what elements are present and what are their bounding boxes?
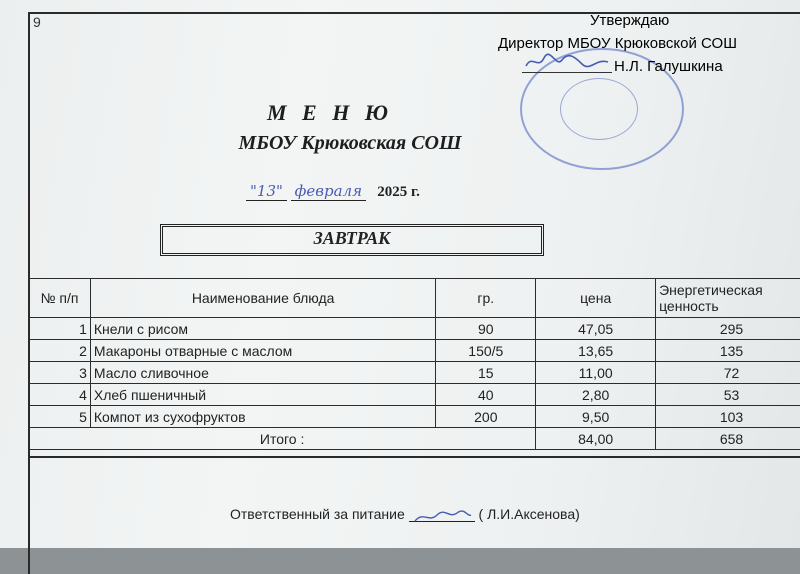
dish-name: Кнели с рисом: [90, 318, 435, 340]
header-price: цена: [536, 279, 656, 318]
dish-name: Масло сливочное: [90, 362, 435, 384]
approval-position: Директор МБОУ Крюковской СОШ: [498, 35, 737, 52]
approval-name: Н.Л. Галушкина: [614, 58, 723, 75]
menu-table-wrap: [28, 278, 800, 450]
director-signature: [522, 50, 612, 73]
page-number: 9: [33, 14, 41, 30]
dish-grams: 200: [436, 406, 536, 428]
responsible-label: Ответственный за питание: [230, 506, 405, 522]
signature-mark: [522, 50, 612, 72]
dish-grams: 90: [436, 318, 536, 340]
total-energy: 658: [656, 428, 800, 450]
total-price: 84,00: [536, 428, 656, 450]
date-day: "13": [246, 182, 287, 201]
row-number: 4: [29, 384, 91, 406]
row-number: 5: [29, 406, 91, 428]
dish-grams: 40: [436, 384, 536, 406]
dish-name: Компот из сухофруктов: [90, 406, 435, 428]
approval-title: Утверждаю: [590, 12, 669, 29]
header-grams: гр.: [436, 279, 536, 318]
dish-energy: 103: [656, 406, 800, 428]
signature-mark: [409, 509, 475, 523]
responsible-line: [230, 506, 580, 522]
header-dish: Наименование блюда: [90, 279, 435, 318]
school-name: МБОУ Крюковская СОШ: [0, 132, 700, 155]
menu-table: [28, 278, 800, 450]
date-line: [246, 182, 420, 201]
table-row: [29, 406, 800, 428]
total-label: Итого :: [29, 428, 536, 450]
dish-grams: 15: [436, 362, 536, 384]
dish-name: Макароны отварные с маслом: [90, 340, 435, 362]
dish-name: Хлеб пшеничный: [90, 384, 435, 406]
menu-title: М Е Н Ю: [267, 100, 393, 125]
date-month: февраля: [291, 182, 366, 201]
dish-price: 2,80: [536, 384, 656, 406]
table-bottom-rule: [28, 456, 800, 458]
dish-price: 13,65: [536, 340, 656, 362]
dish-energy: 135: [656, 340, 800, 362]
responsible-signature: [409, 509, 475, 522]
dish-energy: 295: [656, 318, 800, 340]
dish-energy: 53: [656, 384, 800, 406]
row-number: 3: [29, 362, 91, 384]
total-row: [29, 428, 800, 450]
header-energy: Энергетическая ценность: [656, 279, 800, 318]
menu-heading: [0, 100, 660, 126]
date-year: 2025 г.: [377, 184, 420, 200]
table-header-row: [29, 279, 800, 318]
dish-grams: 150/5: [436, 340, 536, 362]
table-row: [29, 340, 800, 362]
table-row: [29, 384, 800, 406]
dish-price: 11,00: [536, 362, 656, 384]
header-number: № п/п: [29, 279, 91, 318]
dish-price: 47,05: [536, 318, 656, 340]
responsible-name: ( Л.И.Аксенова): [479, 506, 580, 522]
table-row: [29, 362, 800, 384]
dish-price: 9,50: [536, 406, 656, 428]
dish-energy: 72: [656, 362, 800, 384]
table-row: [29, 318, 800, 340]
row-number: 1: [29, 318, 91, 340]
meal-title: ЗАВТРАК: [160, 228, 544, 249]
row-number: 2: [29, 340, 91, 362]
